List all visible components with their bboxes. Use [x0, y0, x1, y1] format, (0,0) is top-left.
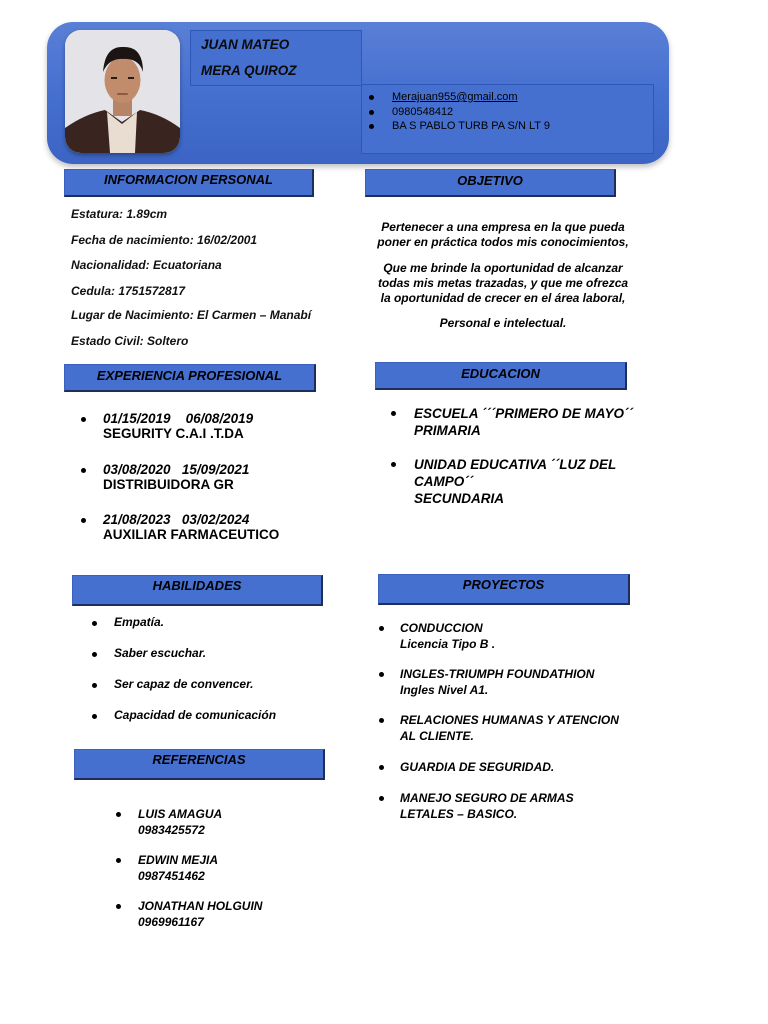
- reference-phone: 0983425572: [138, 822, 205, 837]
- project-item: [400, 791, 580, 822]
- reference-phone: 0987451462: [138, 868, 205, 883]
- skill-item: Ser capaz de convencer.: [114, 677, 254, 691]
- personal-civil-status: Estado Civil: Soltero: [71, 334, 189, 348]
- experience-dates: 21/08/2023 03/02/2024: [103, 512, 250, 527]
- reference-item: [138, 853, 218, 884]
- experience-item: [103, 411, 253, 441]
- objective-paragraph-1: Pertenecer a una empresa en la que pueda poner en práctica todos mis conocimientos,: [377, 220, 629, 249]
- contact-list: [392, 90, 550, 134]
- objective-paragraph-2: Que me brinde la oportunidad de alcanzar todas mis metas trazadas, y que me ofrezca la oportunidad de crecer en el área laboral,: [377, 261, 629, 305]
- email-link[interactable]: Merajuan955@gmail.com: [392, 90, 550, 105]
- personal-height: Estatura: 1.89cm: [71, 207, 168, 221]
- profile-photo: [65, 30, 180, 153]
- experience-company: DISTRIBUIDORA GR: [103, 477, 234, 492]
- reference-name: JONATHAN HOLGUIN: [138, 899, 263, 913]
- reference-phone: 0969961167: [138, 914, 204, 929]
- experience-item: [103, 462, 249, 492]
- experience-dates: 01/15/2019 06/08/2019: [103, 411, 254, 426]
- objective-heading: OBJETIVO: [365, 169, 616, 197]
- experience-company: SEGURITY C.A.I .T.DA: [103, 426, 244, 441]
- education-level: SECUNDARIA: [414, 491, 505, 506]
- personal-id-number: Cedula: 1751572817: [71, 284, 186, 298]
- skill-item: Empatía.: [114, 615, 165, 629]
- personal-nationality: Nacionalidad: Ecuatoriana: [71, 258, 222, 272]
- experience-company: AUXILIAR FARMACEUTICO: [103, 527, 280, 542]
- objective-paragraph-3: Personal e intelectual.: [439, 316, 567, 330]
- project-title: MANEJO SEGURO DE ARMAS LETALES – BASICO.: [400, 791, 574, 821]
- project-item: [400, 621, 630, 652]
- first-names: JUAN MATEO: [201, 37, 290, 52]
- name-box: [190, 30, 362, 86]
- education-item: [414, 405, 644, 439]
- experience-item: [103, 512, 279, 542]
- experience-heading: EXPERIENCIA PROFESIONAL: [64, 364, 316, 392]
- personal-info-heading: INFORMACION PERSONAL: [64, 169, 314, 197]
- address: BA S PABLO TURB PA S/N LT 9: [392, 120, 550, 132]
- skill-item: Capacidad de comunicación: [114, 708, 277, 722]
- project-detail: Licencia Tipo B .: [400, 636, 496, 651]
- project-item: [400, 760, 630, 776]
- last-names: MERA QUIROZ: [201, 63, 297, 78]
- reference-item: [138, 899, 262, 930]
- experience-dates: 03/08/2020 15/09/2021: [103, 462, 250, 477]
- project-item: [400, 713, 620, 744]
- contact-box: [361, 84, 654, 154]
- education-school: ESCUELA ´´´PRIMERO DE MAYO´´: [414, 406, 633, 421]
- project-item: [400, 667, 630, 698]
- references-heading: REFERENCIAS: [74, 749, 325, 780]
- project-title: RELACIONES HUMANAS Y ATENCION AL CLIENTE.: [400, 713, 619, 743]
- phone-number: 0980548412: [392, 105, 550, 120]
- project-detail: Ingles Nivel A1.: [400, 682, 489, 697]
- education-level: PRIMARIA: [414, 423, 481, 438]
- reference-item: [138, 807, 222, 838]
- project-title: INGLES-TRIUMPH FOUNDATHION: [400, 667, 595, 681]
- skills-heading: HABILIDADES: [72, 575, 323, 606]
- avatar-portrait-icon: [65, 30, 180, 153]
- reference-name: EDWIN MEJIA: [138, 853, 219, 867]
- skill-item: Saber escuchar.: [114, 646, 207, 660]
- education-item: [414, 456, 619, 507]
- education-school: UNIDAD EDUCATIVA ´´LUZ DEL CAMPO´´: [414, 457, 616, 489]
- reference-name: LUIS AMAGUA: [138, 807, 223, 821]
- projects-heading: PROYECTOS: [378, 574, 630, 605]
- project-title: CONDUCCION: [400, 621, 483, 635]
- personal-birthdate: Fecha de nacimiento: 16/02/2001: [71, 233, 258, 247]
- project-title: GUARDIA DE SEGURIDAD.: [400, 760, 555, 774]
- education-heading: EDUCACION: [375, 362, 627, 390]
- personal-birthplace: Lugar de Nacimiento: El Carmen – Manabí: [71, 308, 312, 322]
